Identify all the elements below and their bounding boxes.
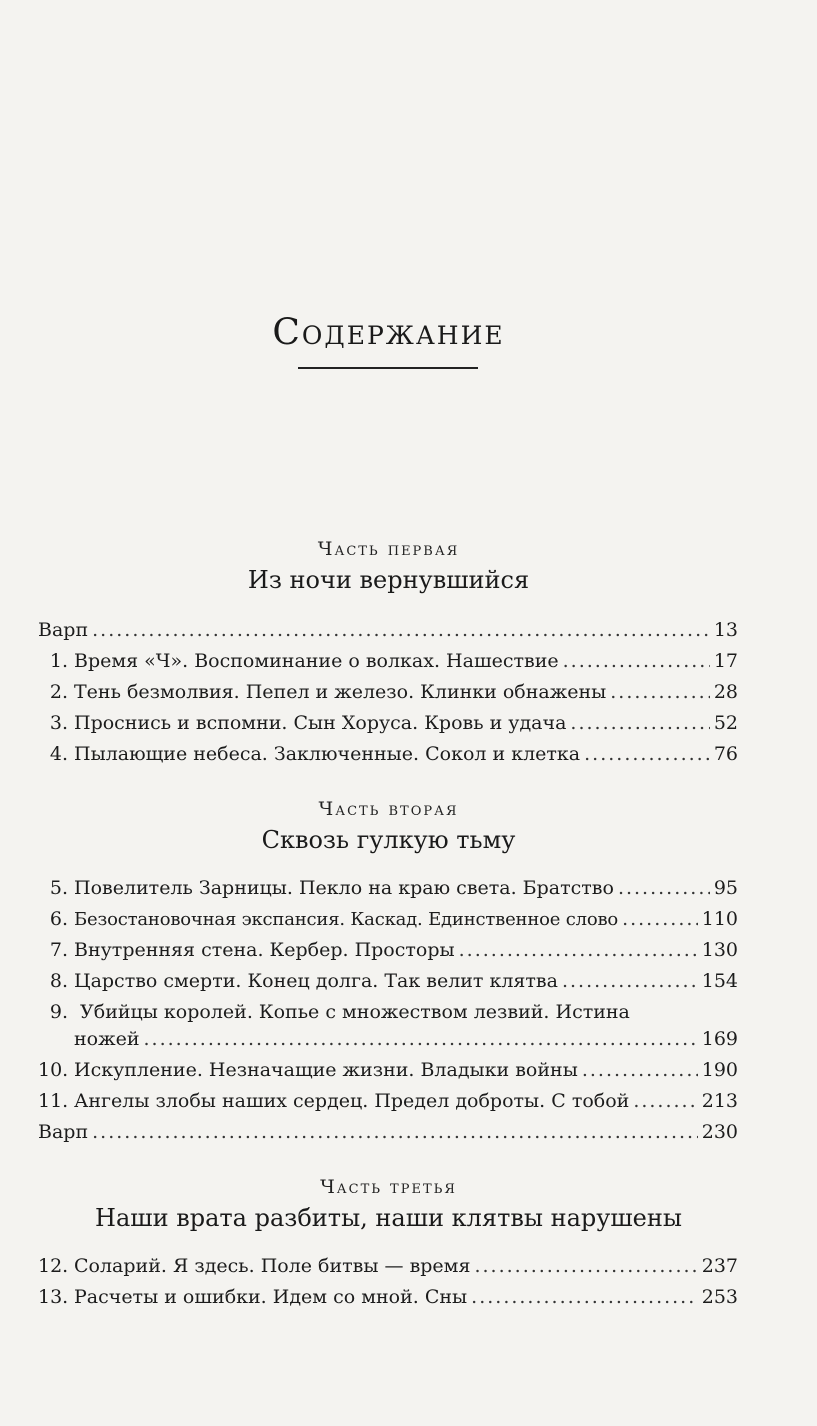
entry-text: Пылающие небеса. Заключенные. Сокол и клетка (74, 743, 581, 765)
part-1-label: Часть первая (317, 538, 460, 560)
leader-dots (471, 1283, 698, 1311)
toc-entry[interactable] (38, 905, 738, 933)
toc-entry[interactable] (38, 647, 738, 675)
toc-entry[interactable] (38, 678, 738, 706)
entry-page: 95 (713, 877, 738, 899)
title-underline (298, 367, 478, 369)
leader-dots (618, 874, 710, 902)
entry-text: Тень безмолвия. Пепел и железо. Клинки обнажены (74, 681, 607, 703)
entry-page: 110 (701, 908, 738, 930)
entry-text: Царство смерти. Конец долга. Так велит клятва (74, 970, 558, 992)
leader-dots (622, 905, 698, 933)
toc-entry[interactable] (38, 616, 738, 644)
part-1-title: Из ночи вернувшийся (247, 566, 530, 594)
entry-text: Внутренняя стена. Кербер. Просторы (74, 939, 455, 961)
part-2-label: Часть вторая (318, 798, 459, 820)
toc-entry[interactable] (38, 967, 738, 995)
entry-page: 76 (713, 743, 738, 765)
toc-entry[interactable] (38, 1118, 738, 1146)
leader-dots (92, 1118, 698, 1146)
toc-entry[interactable] (38, 874, 738, 902)
entry-number: 2. (49, 681, 68, 703)
entry-page: 213 (701, 1090, 738, 1112)
entry-page: 52 (713, 712, 738, 734)
leader-dots (582, 1056, 698, 1084)
leader-dots (633, 1087, 697, 1115)
part-3-title: Наши врата разбиты, наши клятвы нарушены (95, 1204, 682, 1232)
entry-text: Искупление. Незначащие жизни. Владыки войны (74, 1059, 578, 1081)
entry-number: 3. (49, 712, 68, 734)
toc-entry[interactable] (38, 1252, 738, 1280)
toc-entry[interactable] (38, 1056, 738, 1084)
entry-text: Соларий. Я здесь. Поле битвы — время (74, 1255, 471, 1277)
leader-dots (610, 678, 710, 706)
entry-number: 1. (49, 650, 68, 672)
toc-entry[interactable] (38, 740, 738, 768)
leader-dots (570, 709, 709, 737)
toc-entry[interactable] (38, 1087, 738, 1115)
entry-number: 11. (38, 1090, 69, 1112)
toc-entry[interactable] (38, 936, 738, 964)
toc-entry[interactable] (38, 709, 738, 737)
toc-entry[interactable] (38, 1283, 738, 1311)
entry-text: Варп (38, 1121, 89, 1143)
entry-number: 5. (49, 877, 68, 899)
entry-text: Расчеты и ошибки. Идем со мной. Сны (74, 1286, 468, 1308)
leader-dots (92, 616, 710, 644)
toc-entry-first-line[interactable] (38, 998, 738, 1026)
entry-page: 253 (701, 1286, 738, 1308)
entry-page: 154 (701, 970, 738, 992)
entry-text: Ангелы злобы наших сердец. Предел доброты. С тобой (74, 1090, 630, 1112)
entry-number: 12. (38, 1255, 69, 1277)
entry-text: Повелитель Зарницы. Пекло на краю света. Братство (74, 877, 614, 899)
leader-dots (459, 936, 698, 964)
entry-text: Безостановочная экспансия. Каскад. Единственное слово (74, 909, 619, 930)
entry-page: 237 (701, 1255, 738, 1277)
leader-dots (584, 740, 710, 768)
entry-text: Убийцы королей. Копье с множеством лезвий. Истина (80, 1001, 630, 1023)
leader-dots (562, 967, 698, 995)
entry-number: 6. (49, 908, 68, 930)
leader-dots (563, 647, 710, 675)
entry-number: 8. (49, 970, 68, 992)
part-2-title: Сквозь гулкую тьму (261, 826, 516, 854)
entry-page: 13 (713, 619, 738, 641)
part-3-label: Часть третья (320, 1176, 457, 1198)
entry-number: 7. (49, 939, 68, 961)
entry-page: 230 (701, 1121, 738, 1143)
entry-number: 13. (38, 1286, 69, 1308)
entry-number: 10. (38, 1059, 69, 1081)
entry-number: 4. (49, 743, 68, 765)
entry-text: Проснись и вспомни. Сын Хоруса. Кровь и удача (74, 712, 567, 734)
entry-page: 130 (701, 939, 738, 961)
contents-title: Содержание (272, 312, 505, 353)
toc-entry-continuation[interactable] (74, 1025, 738, 1053)
entry-page: 17 (713, 650, 738, 672)
entry-page: 28 (713, 681, 738, 703)
entry-text: Время «Ч». Воспоминание о волках. Нашествие (74, 650, 559, 672)
entry-text: ножей (74, 1028, 140, 1050)
entry-page: 190 (701, 1059, 738, 1081)
leader-dots (144, 1025, 698, 1053)
leader-dots (474, 1252, 697, 1280)
entry-number: 9. (49, 1001, 68, 1023)
entry-text: Варп (38, 619, 89, 641)
entry-page: 169 (701, 1028, 738, 1050)
